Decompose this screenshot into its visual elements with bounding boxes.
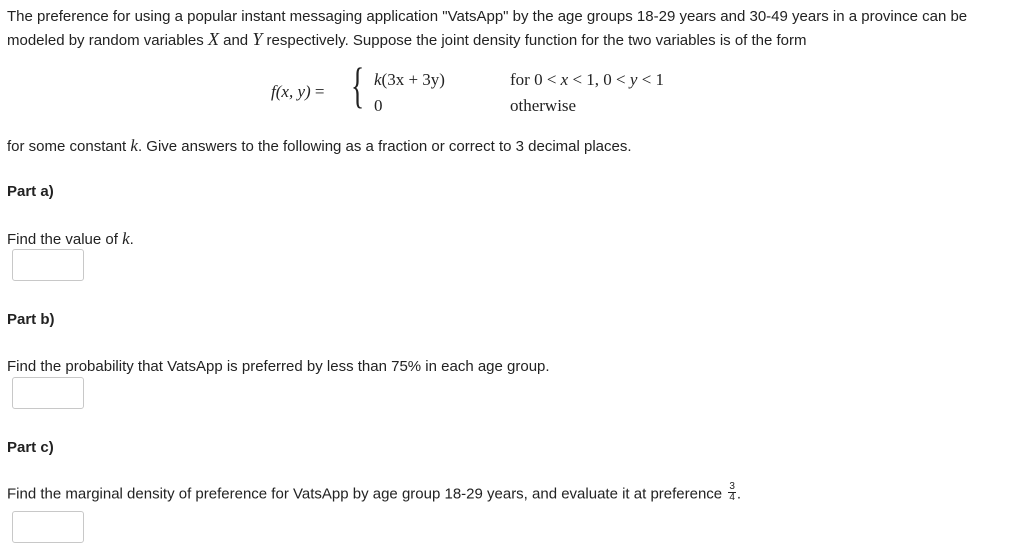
formula-condition-2: otherwise	[510, 96, 577, 115]
part-a-title: Part a)	[7, 183, 54, 200]
formula-case-2: 0	[374, 96, 383, 115]
instructions-note: for some constant k. Give answers to the following as a fraction or correct to 3 decimal places.	[7, 136, 632, 155]
part-b-answer-input[interactable]	[12, 377, 84, 409]
formula-brace: {	[351, 57, 365, 113]
formula-case-1: k(3x + 3y)	[374, 70, 445, 89]
variable-k: k	[130, 136, 138, 155]
variable-y: Y	[252, 29, 263, 49]
variable-x: X	[207, 29, 219, 49]
intro-text-a: The preference for using a popular instant messaging application "VatsApp" by the age groups 18-29 years and 30-49 years in a province can be modeled by random variables	[7, 8, 968, 49]
intro-text-and: and	[218, 32, 253, 49]
intro-text-b: respectively. Suppose the joint density function for the two variables is of the form	[262, 32, 807, 49]
formula-lhs: f(x, y) =	[271, 82, 325, 101]
part-c-answer-input[interactable]	[12, 511, 84, 543]
part-b-question: Find the probability that VatsApp is preferred by less than 75% in each age group.	[7, 358, 550, 375]
part-c-question: Find the marginal density of preference for VatsApp by age group 18-29 years, and evaluate it at preference $\frac{3}{4}$ .	[7, 481, 742, 503]
joint-density-formula	[0, 0, 1024, 130]
fraction-three-quarters: $\frac{3}{4}$	[729, 481, 735, 503]
part-a-question: Find the value of k.	[7, 229, 134, 248]
part-b-title: Part b)	[7, 311, 55, 328]
formula-condition-1: for 0 < x < 1, 0 < y < 1	[510, 70, 665, 89]
part-c-title: Part c)	[7, 439, 54, 456]
part-a-answer-input[interactable]	[12, 249, 84, 281]
variable-k: k	[122, 229, 130, 248]
